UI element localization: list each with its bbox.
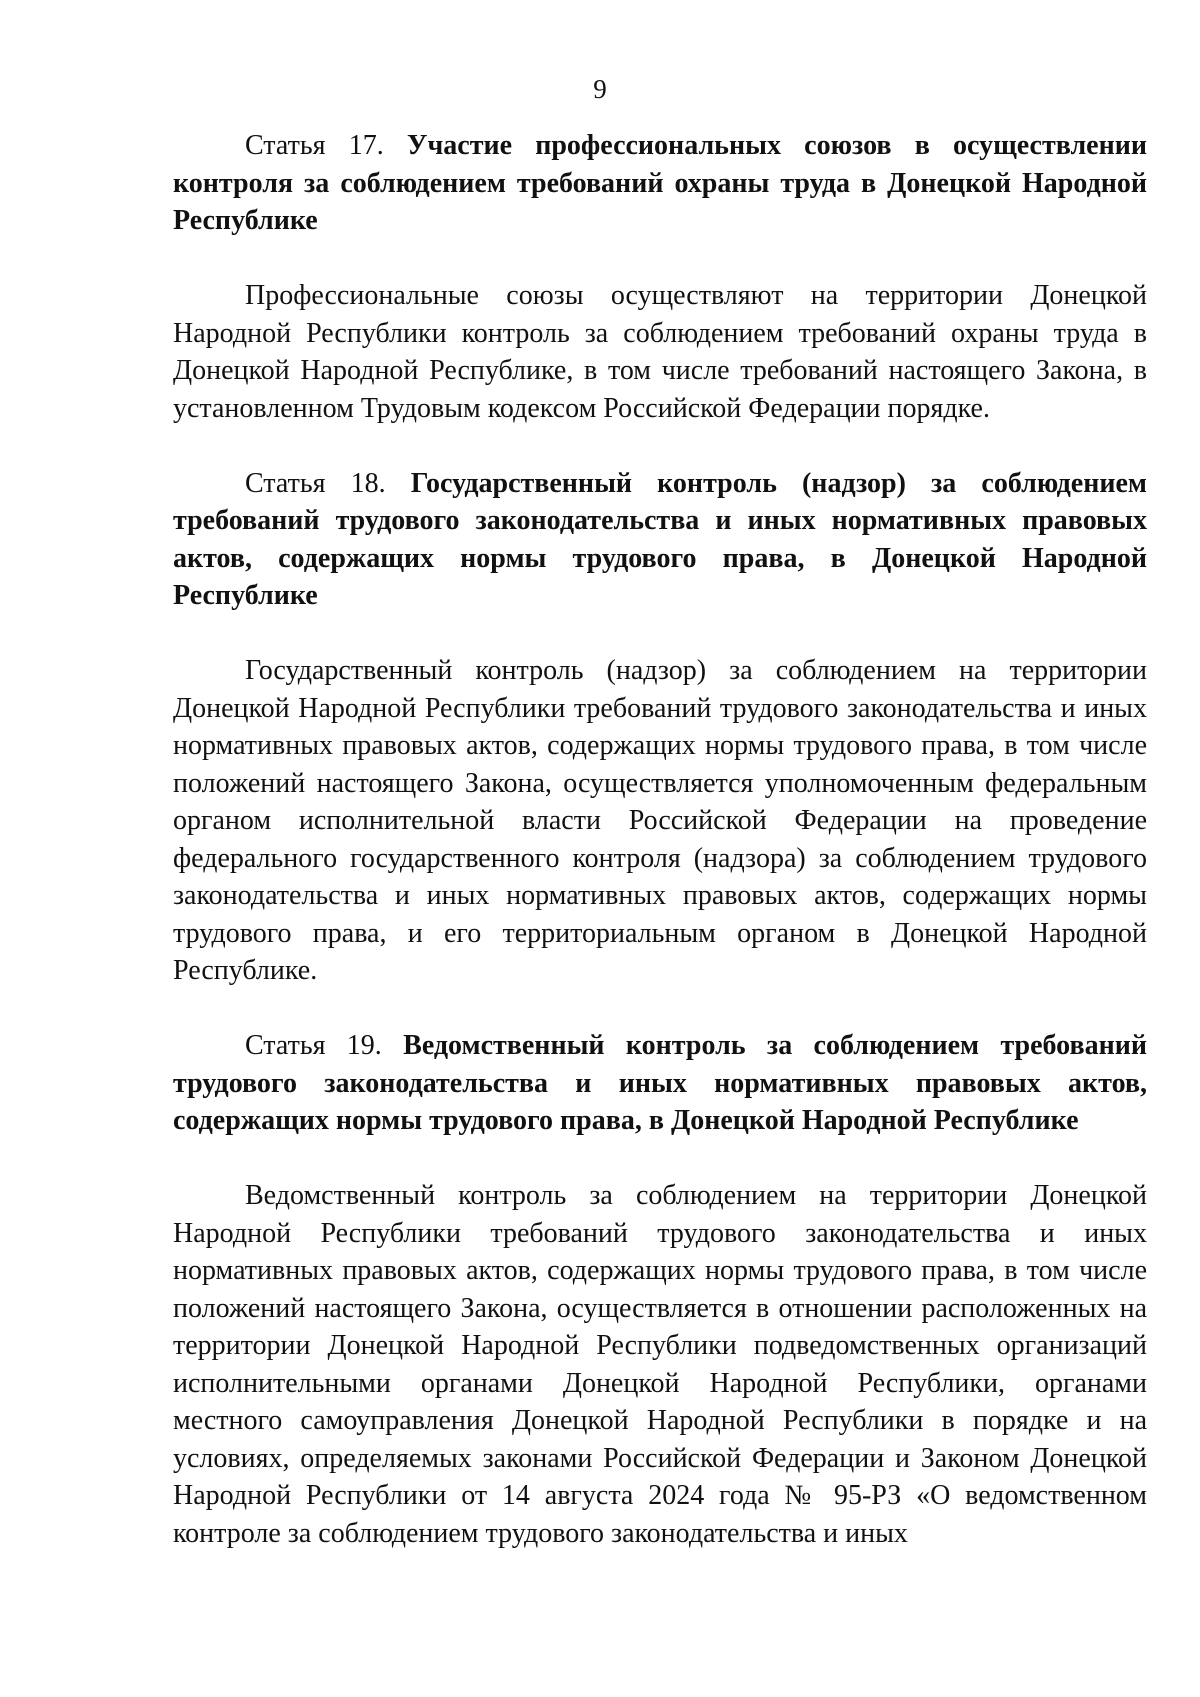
spacer	[173, 427, 1147, 465]
article-17	[173, 127, 1147, 427]
article-heading	[173, 1027, 1147, 1140]
article-title: Участие профессиональных союзов в осуществлении контроля за соблюдением требований охраны труда в Донецкой Народной Республике	[173, 130, 1147, 236]
article-label: Статья 17.	[245, 130, 384, 161]
article-title: Государственный контроль (надзор) за соблюдением требований трудового законодательства и иных нормативных правовых актов, содержащих нормы трудового права, в Донецкой Народной Республике	[173, 467, 1147, 611]
page-number: 9	[593, 74, 607, 104]
article-19	[173, 1027, 1147, 1552]
article-18	[173, 465, 1147, 990]
document-content	[173, 127, 1147, 1552]
article-label: Статья 19.	[245, 1030, 382, 1061]
article-body: Государственный контроль (надзор) за соблюдением на территории Донецкой Народной Республики требований трудового законодательства и иных нормативных правовых актов, содержащих нормы трудового права, в том числе положений настоящего Закона, осуществляется уполномоченным федеральным органом исполнительной власти Российской Федерации на проведение федерального государственного контроля (надзора) за соблюдением трудового законодательства и иных нормативных правовых актов, содержащих нормы трудового права, и его территориальным органом в Донецкой Народной Республике.	[173, 655, 1147, 986]
article-label: Статья 18.	[245, 467, 386, 499]
article-body: Профессиональные союзы осуществляют на территории Донецкой Народной Республики контроль за соблюдением требований охраны труда в Донецкой Народной Республике, в том числе требований настоящего Закона, в установленном Трудовым кодексом Российской Федерации порядке.	[173, 280, 1147, 424]
spacer	[173, 990, 1147, 1028]
article-title: Ведомственный контроль за соблюдением требований трудового законодательства и иных нормативных правовых актов, содержащих нормы трудового права, в Донецкой Народной Республике	[173, 1030, 1147, 1136]
article-heading	[173, 465, 1147, 615]
article-body: Ведомственный контроль за соблюдением на территории Донецкой Народной Республики требований трудового законодательства и иных нормативных правовых актов, содержащих нормы трудового права, в том числе положений настоящего Закона, осуществляется в отношении расположенных на территории Донецкой Народной Республики подведомственных организаций исполнительными органами Донецкой Народной Республики, органами местного самоуправления Донецкой Народной Республики в порядке и на условиях, определяемых законами Российской Федерации и Законом Донецкой Народной Республики от 14 августа 2024 года № 95-РЗ «О ведомственном контроле за соблюдением трудового законодательства и иных	[173, 1180, 1147, 1549]
article-heading	[173, 127, 1147, 240]
